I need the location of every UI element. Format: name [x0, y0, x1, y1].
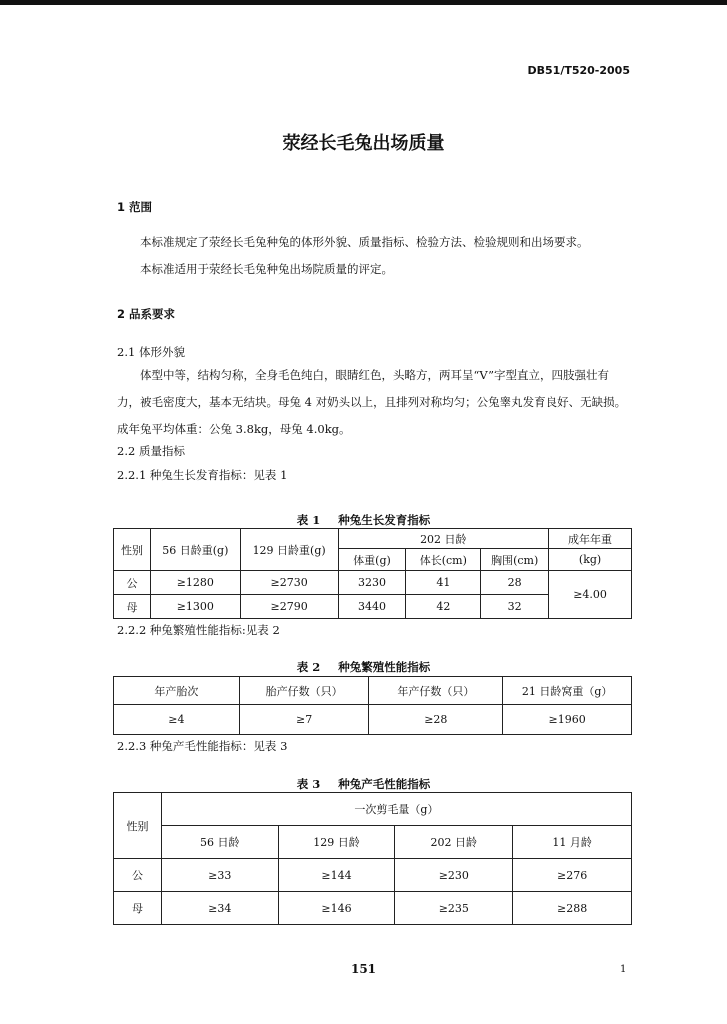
t1-cell: 41: [406, 571, 481, 595]
section-2-2-1-text: 2.2.1 种兔生长发育指标：见表 1: [117, 468, 288, 482]
t3-header: 11 月龄: [513, 826, 632, 859]
table-3-title: 种兔产毛性能指标: [338, 777, 431, 791]
t3-cell: ≥34: [161, 892, 278, 925]
table-2-title: 种兔繁殖性能指标: [338, 660, 431, 674]
t1-header-adult-unit: (kg): [549, 549, 632, 571]
section-2-2-heading: 2.2 质量指标: [117, 444, 185, 458]
t2-cell: ≥28: [369, 705, 503, 735]
t1-header-129: 129 日龄重(g): [240, 529, 338, 571]
table-2-number: 表 2: [296, 660, 321, 674]
t2-cell: ≥4: [114, 705, 240, 735]
t2-header: 21 日龄窝重（g）: [503, 677, 632, 705]
t2-header: 年产胎次: [114, 677, 240, 705]
t1-header-202: 202 日龄: [338, 529, 549, 549]
t1-cell: 母: [114, 595, 151, 619]
table-1-title: 种兔生长发育指标: [338, 513, 431, 527]
table-1-number: 表 1: [296, 513, 321, 527]
section-2-heading: 2 品系要求: [117, 307, 176, 321]
table-row: [114, 859, 632, 892]
t3-header: 56 日龄: [161, 826, 278, 859]
t3-cell: 公: [114, 859, 162, 892]
table-1-caption: [0, 512, 727, 528]
t2-cell: ≥1960: [503, 705, 632, 735]
table-3: [113, 792, 632, 925]
scope-paragraph-2: 本标准适用于荥经长毛兔种兔出场院质量的评定。: [140, 262, 393, 276]
table-3-caption: [0, 776, 727, 792]
sheet-number: 1: [620, 964, 627, 975]
table-row: [114, 892, 632, 925]
t1-cell: 42: [406, 595, 481, 619]
t3-header-group: 一次剪毛量（g）: [161, 793, 631, 826]
t3-cell: ≥146: [278, 892, 395, 925]
document-title: 荥经长毛兔出场质量: [282, 133, 445, 154]
t2-cell: ≥7: [239, 705, 369, 735]
t3-cell: ≥288: [513, 892, 632, 925]
t1-cell: ≥2790: [240, 595, 338, 619]
section-1-heading: 1 范围: [117, 200, 153, 214]
t1-header-sex: 性别: [114, 529, 151, 571]
section-2-2-2-text: 2.2.2 种兔繁殖性能指标:见表 2: [117, 623, 280, 637]
t3-header: 202 日龄: [395, 826, 513, 859]
t1-header-chest: 胸围(cm): [481, 549, 549, 571]
t1-cell: 28: [481, 571, 549, 595]
section-2-1-heading: 2.1 体形外貌: [117, 345, 185, 359]
table-1: [113, 528, 632, 619]
t1-cell: ≥2730: [240, 571, 338, 595]
t3-cell: ≥235: [395, 892, 513, 925]
t1-cell: 32: [481, 595, 549, 619]
t3-header: 129 日龄: [278, 826, 395, 859]
t2-header: 年产仔数（只）: [369, 677, 503, 705]
table-3-number: 表 3: [296, 777, 321, 791]
t1-header-length: 体长(cm): [406, 549, 481, 571]
t1-header-weight: 体重(g): [338, 549, 406, 571]
t3-cell: 母: [114, 892, 162, 925]
standard-code: DB51/T520-2005: [527, 64, 630, 77]
page-number: 151: [350, 962, 377, 976]
scan-top-border: [0, 0, 727, 5]
section-2-2-3-text: 2.2.3 种兔产毛性能指标：见表 3: [117, 739, 288, 753]
table-2-caption: [0, 659, 727, 675]
section-1-body: [117, 229, 629, 283]
t3-cell: ≥33: [161, 859, 278, 892]
t3-cell: ≥144: [278, 859, 395, 892]
t1-cell: ≥1280: [150, 571, 240, 595]
t1-adult-value: ≥4.00: [549, 571, 632, 619]
t1-header-56: 56 日龄重(g): [150, 529, 240, 571]
t1-cell: 3440: [338, 595, 406, 619]
t3-header-sex: 性别: [114, 793, 162, 859]
t2-header: 胎产仔数（只）: [239, 677, 369, 705]
t1-cell: 公: [114, 571, 151, 595]
appearance-paragraph: 体型中等，结构匀称，全身毛色纯白，眼睛红色，头略方，两耳呈“V”字型直立，四肢强壮有力，被毛密度大，基本无结块。母兔 4 对奶头以上，且排列对称均匀；公兔睾丸发育良好、无缺损。成年兔平均体重：公兔 3.8kg，母兔 4.0kg。: [117, 368, 627, 436]
t3-cell: ≥230: [395, 859, 513, 892]
table-row: [114, 705, 632, 735]
t1-cell: ≥1300: [150, 595, 240, 619]
scope-paragraph-1: 本标准规定了荥经长毛兔种兔的体形外貌、质量指标、检验方法、检验规则和出场要求。: [140, 235, 589, 249]
t1-header-adult: 成年年重: [549, 529, 632, 549]
t1-cell: 3230: [338, 571, 406, 595]
table-2: [113, 676, 632, 735]
table-row: [114, 571, 632, 595]
t3-cell: ≥276: [513, 859, 632, 892]
